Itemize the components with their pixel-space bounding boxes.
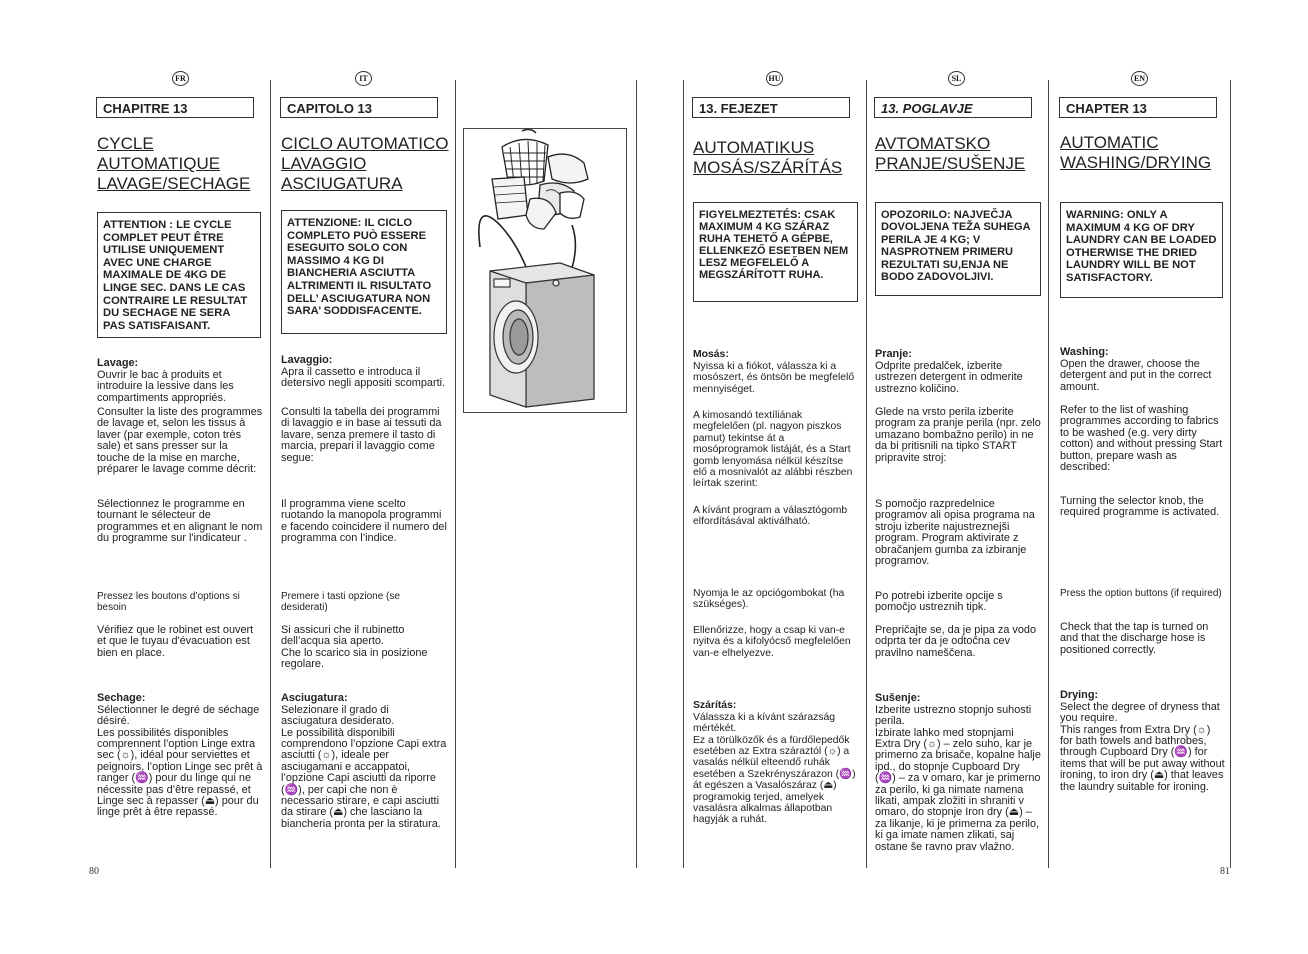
washing-text: Apra il cassetto e introduca il detersivo negli appositi scomparti. (281, 365, 446, 390)
chapter-heading: CHAPTER 13 (1059, 97, 1217, 118)
page-number-right: 81 (1220, 866, 1230, 877)
selector-paragraph: A kívánt program a választógomb elfordításával aktiválható. (693, 505, 848, 528)
drying-paragraph (693, 689, 859, 826)
warning-box: WARNING: ONLY A MAXIMUM 4 KG OF DRY LAUNDRY CAN BE LOADED OTHERWISE THE DRIED LAUNDRY WILL BE NOT SATISFACTORY. (1060, 202, 1223, 298)
selector-paragraph: S pomočjo razpredelnice programov ali opisa programa na stroju izberite najustreznejši program. Program aktivirate z obračanjem gumba za izbiranje programov. (875, 498, 1035, 568)
section-title: AVTOMATSKO PRANJE/SUŠENJE (875, 134, 1026, 173)
page-number-left: 80 (89, 866, 99, 877)
section-title: AUTOMATIC WASHING/DRYING (1060, 133, 1212, 172)
programme-paragraph: Refer to the list of washing programmes according to fabrics to be washed (e.g. very dirty cotton) and without pressing Start button, prepare wash as described: (1060, 404, 1223, 474)
programme-paragraph: Consulter la liste des programmes de lavage et, selon les tissus à laver (par exemple, coton très sale) et sans presser sur la touche de la mise en marche, préparer le lavage comme décrit: (97, 406, 263, 476)
language-flag-it: IT (355, 71, 372, 86)
washing-paragraph (875, 338, 1041, 395)
washing-label: Mosás: (693, 349, 729, 361)
selector-paragraph: Il programma viene scelto ruotando la manopola programmi e facendo coincidere il numero del programma con l’indice. (281, 498, 447, 545)
drying-label: Asciugatura: (281, 692, 348, 705)
column-divider (270, 80, 271, 868)
washing-label: Washing: (1060, 346, 1109, 359)
language-flag-sl: SL (948, 71, 965, 86)
washing-paragraph (97, 347, 263, 404)
selector-paragraph: Sélectionnez le programme en tournant le sélecteur de programmes et en alignant le nom du programme sur l'indicateur . (97, 498, 263, 545)
tap-paragraph: Vérifiez que le robinet est ouvert et que le tuyau d'évacuation est bien en place. (97, 624, 254, 659)
options-paragraph: Po potrebi izberite opcije s pomočjo ustreznih tipk. (875, 590, 1003, 614)
washing-text: Nyissa ki a fiókot, válassza ki a mosószert, és öntsön be megfelelő mennyiséget. (693, 360, 855, 395)
washing-text: Odprite predalček, izberite ustrezen detergent in odmerite ustrezno količino. (875, 359, 1023, 395)
options-paragraph: Press the option buttons (if required) (1060, 588, 1222, 599)
drying-text: Izberite ustrezno stopnjo suhosti perila. Izbirate lahko med stopnjami Extra Dry (☼) – zelo suho, kar je primerno za brisače, kopalne halje ipd., do stopnje Cupboard Dry (♒) – za v omaro, kar je primerno za perilo, ki ga nimate namena likati, ampak zložiti in shraniti v omaro, do stopnje Iron dry (⏏) – za likanje, ki je primerna za perilo, ki ga imate namen zlikati, saj ostane še ravno prav vlažno. (875, 703, 1041, 853)
washing-paragraph (281, 344, 447, 390)
drying-text: Sélectionner le degré de séchage désiré. Les possibilités disponibles comprennent l’option Linge extra sec (☼), idéal pour serviettes et peignoirs, l’option Linge sec prêt à ranger (♒) pour du linge qui ne nécessite pas d’être repassé, et Linge sec à repasser (⏏) pour du linge prêt à être repassé. (97, 703, 263, 819)
washing-machine-with-laundry-basket-icon (464, 129, 625, 411)
programme-paragraph: Consulti la tabella dei programmi di lavaggio e in base ai tessuti da lavare, senza premere il tasto di marcia, prepari il lavaggio come segue: (281, 406, 442, 464)
washing-text: Open the drawer, choose the detergent and put in the correct amount. (1060, 357, 1212, 393)
tap-paragraph: Ellenőrizze, hogy a csap ki van-e nyitva és a kifolyócső megfelelően van-e elhelyezve. (693, 625, 851, 659)
chapter-heading: CAPITOLO 13 (280, 97, 438, 118)
options-paragraph: Premere i tasti opzione (se desiderati) (281, 591, 400, 614)
washing-label: Lavage: (97, 357, 139, 370)
drying-paragraph (97, 682, 263, 819)
programme-paragraph: Glede na vrsto perila izberite program za pranje perila (npr. zelo umazano bombažno perilo) in ne da bi pritisnili na tipko START pripravite stroj: (875, 406, 1041, 464)
chapter-heading: 13. FEJEZET (692, 97, 850, 118)
column-divider (455, 80, 456, 868)
washing-label: Lavaggio: (281, 354, 333, 367)
programme-paragraph: A kimosandó textíliának megfelelően (pl. nagyon piszkos pamut) tekintse át a mosóprogramok listáját, és a Start gomb lenyomása nélkül készítse elő a mosnivalót az alábbi részben leírtak szerint: (693, 410, 853, 490)
drying-text: Selezionare il grado di asciugatura desiderato. Le possibilità disponibili comprendono l’opzione Capi extra asciutti (☼), ideale per asciugamani e accappatoi, l’opzione Capi asciutti da riporre (♒), per capi che non è necessario stirare, e capi asciutti da stirare (⏏) che lasciano la biancheria pronta per la stiratura. (281, 703, 447, 830)
column-divider (683, 80, 684, 868)
column-divider (1230, 80, 1231, 868)
column-divider (1048, 80, 1049, 868)
drying-label: Sechage: (97, 692, 146, 705)
section-title: AUTOMATIKUS MOSÁS/SZÁRÍTÁS (693, 138, 843, 177)
selector-paragraph: Turning the selector knob, the required programme is activated. (1060, 495, 1220, 519)
drying-text: Válassza ki a kívánt szárazság mértékét. Ez a törülközők és a fürdőlepedők esetében az Extra száraztól (☼) a vasalás nélkül elteendő ruhák esetében a Szekrényszárazon (♒) át egészen a Vasalószáraz (⏏) programokig terjed, amelyek vasalásra alkalmas állapotban hagyják a ruhát. (693, 711, 856, 826)
tap-paragraph: Prepričajte se, da je pipa za vodo odprta ter da je odtočna cev pravilno nameščena. (875, 624, 1037, 659)
language-flag-hu: HU (766, 71, 783, 86)
drying-label: Drying: (1060, 689, 1099, 702)
washing-label: Pranje: (875, 348, 912, 361)
warning-box: ATTENTION : LE CYCLE COMPLET PEUT ÊTRE UTILISE UNIQUEMENT AVEC UNE CHARGE MAXIMALE DE 4KG DE LINGE SEC. DANS LE CAS CONTRAIRE LE RESULTAT DU SECHAGE NE SERA PAS SATISFAISANT. (97, 212, 261, 338)
tap-paragraph: Check that the tap is turned on and that the discharge hose is positioned correctly. (1060, 621, 1209, 656)
illustration-frame (463, 128, 627, 413)
language-flag-en: EN (1131, 71, 1148, 86)
section-title: CYCLE AUTOMATIQUE LAVAGE/SECHAGE (97, 134, 251, 193)
options-paragraph: Pressez les boutons d’options si besoin (97, 591, 240, 614)
drying-label: Sušenje: (875, 692, 921, 705)
washing-paragraph (693, 338, 859, 395)
warning-box: FIGYELMEZTETÉS: CSAK MAXIMUM 4 KG SZÁRAZ RUHA TEHETŐ A GÉPBE, ELLENKEZŐ ESETBEN NEM LESZ MEGFELELŐ A MEGSZÁRÍTOTT RUHA. (693, 202, 858, 302)
drying-paragraph (281, 682, 447, 830)
washing-paragraph (1060, 336, 1226, 393)
drying-paragraph (1060, 679, 1226, 793)
column-divider (866, 80, 867, 868)
chapter-heading: 13. POGLAVJE (874, 97, 1032, 118)
tap-paragraph: Si assicuri che il rubinetto dell’acqua sia aperto. Che lo scarico sia in posizione regolare. (281, 624, 428, 671)
drying-paragraph (875, 682, 1041, 853)
warning-box: ATTENZIONE: IL CICLO COMPLETO PUÒ ESSERE ESEGUITO SOLO CON MASSIMO 4 KG DI BIANCHERIA ASCIUTTA ALTRIMENTI IL RISULTATO DELL’ ASCIUGATURA NON SARA’ SODDISFACENTE. (281, 210, 447, 334)
chapter-heading: CHAPITRE 13 (96, 97, 254, 118)
page-spine (636, 80, 637, 868)
drying-text: Select the degree of dryness that you require. This ranges from Extra Dry (☼) for bath towels and bathrobes, through Cupboard Dry (♒) for items that will be put away without ironing, to iron dry (⏏) that leaves the laundry suitable for ironing. (1060, 700, 1225, 793)
warning-box: OPOZORILO: NAJVEČJA DOVOLJENA TEŽA SUHEGA PERILA JE 4 KG; V NASPROTNEM PRIMERU REZULTATI SU,ENJA NE BODO ZADOVOLJIVI. (875, 202, 1041, 296)
options-paragraph: Nyomja le az opciógombokat (ha szükséges). (693, 588, 845, 611)
language-flag-fr: FR (172, 71, 189, 86)
washing-text: Ouvrir le bac à produits et introduire la lessive dans les compartiments appropriés. (97, 368, 234, 404)
section-title: CICLO AUTOMATICO LAVAGGIO ASCIUGATURA (281, 134, 449, 193)
drying-label: Szárítás: (693, 700, 737, 712)
